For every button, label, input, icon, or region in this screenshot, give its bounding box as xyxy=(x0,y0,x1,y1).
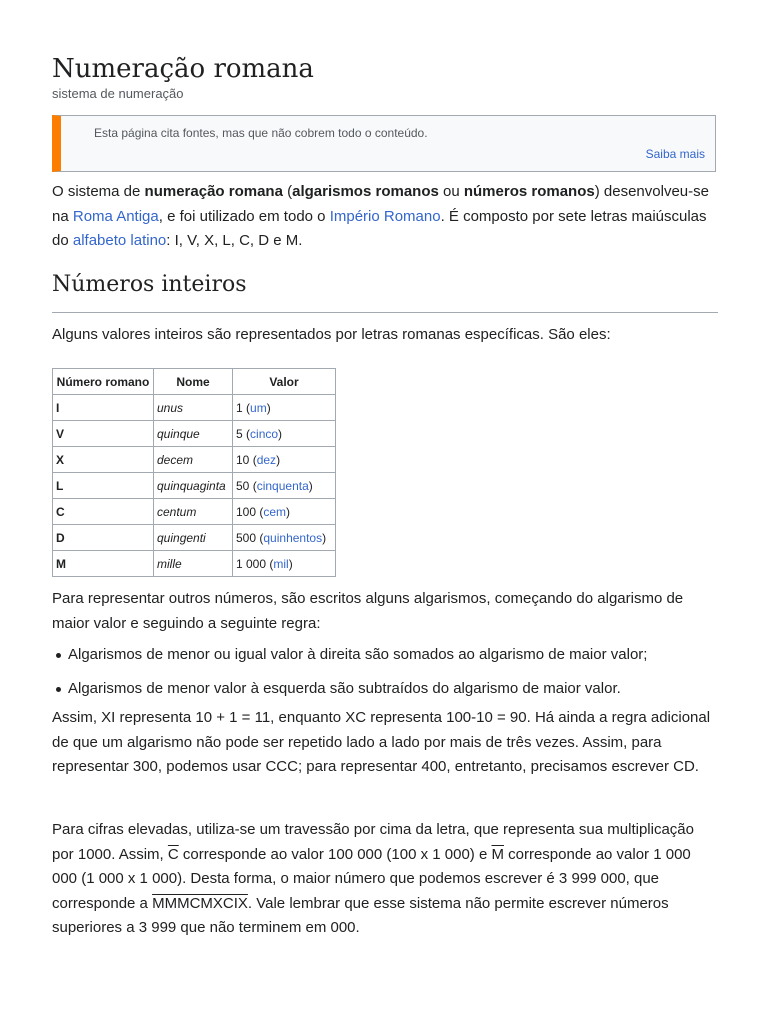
table-row xyxy=(53,395,336,421)
value-cell: 500 (quinhentos) xyxy=(233,525,336,551)
list-item: Algarismos de menor valor à esquerda são subtraídos do algarismo de maior valor. xyxy=(68,677,718,702)
intro-bold-term: números romanos xyxy=(463,183,595,200)
value-word-link[interactable]: dez xyxy=(256,452,277,467)
learn-more-link[interactable]: Saiba mais xyxy=(645,147,705,161)
heading-divider xyxy=(52,312,718,313)
name-cell: unus xyxy=(154,395,233,421)
intro-text: : I, V, X, L, C, D e M. xyxy=(166,232,303,249)
value-number: 50 xyxy=(236,478,250,493)
intro-text: O sistema de xyxy=(52,183,145,200)
name-cell: mille xyxy=(154,551,233,577)
table-row xyxy=(53,473,336,499)
roman-cell: L xyxy=(53,473,154,499)
value-cell: 50 (cinquenta) xyxy=(233,473,336,499)
cifras-text: corresponde ao valor 100 000 (100 x 1 000) e xyxy=(178,845,492,863)
page-title: Numeração romana xyxy=(52,54,314,84)
roman-numerals-table xyxy=(52,368,336,577)
section-lead: Alguns valores inteiros são representados por letras romanas específicas. São eles: xyxy=(52,326,611,343)
intro-text: ( xyxy=(282,183,293,200)
roman-cell: C xyxy=(53,499,154,525)
cifras-paragraph xyxy=(52,818,718,941)
value-number: 500 xyxy=(236,530,257,545)
table-body xyxy=(53,395,336,577)
table-row xyxy=(53,447,336,473)
value-cell: 10 (dez) xyxy=(233,447,336,473)
link-roma-antiga[interactable]: Roma Antiga xyxy=(72,207,159,225)
value-number: 5 xyxy=(236,426,243,441)
overlined-numeral: $\overline{M}$ xyxy=(491,845,504,863)
intro-text: , e foi utilizado em todo o xyxy=(158,207,330,225)
value-cell: 1 (um) xyxy=(233,395,336,421)
value-word-link[interactable]: cinco xyxy=(250,426,279,441)
value-cell: 5 (cinco) xyxy=(233,421,336,447)
column-header: Valor xyxy=(233,369,336,395)
table-row xyxy=(53,421,336,447)
page-subtitle: sistema de numeração xyxy=(52,86,184,101)
intro-paragraph xyxy=(52,180,718,254)
name-cell: decem xyxy=(154,447,233,473)
link-imperio-romano[interactable]: Império Romano xyxy=(329,207,441,225)
name-cell: centum xyxy=(154,499,233,525)
intro-text: . É composto por sete letras maiúsculas do xyxy=(52,207,707,249)
roman-cell: D xyxy=(53,525,154,551)
value-word-link[interactable]: cinquenta xyxy=(256,478,309,493)
value-word-link[interactable]: um xyxy=(250,400,267,415)
table-header-row xyxy=(53,369,336,395)
value-word-link[interactable]: cem xyxy=(263,504,287,519)
value-cell: 1 000 (mil) xyxy=(233,551,336,577)
assim-paragraph: Assim, XI representa 10 + 1 = 11, enquanto XC representa 100-10 = 90. Há ainda a regra adicional de que um algarismo não pode ser repetido lado a lado por mais de três vezes. Assim, para representar 300, podemos usar CCC; para representar 400, entretanto, precisamos escrever CD. xyxy=(52,709,711,775)
value-number: 10 xyxy=(236,452,250,467)
roman-cell: X xyxy=(53,447,154,473)
intro-text: ) desenvolveu-se na xyxy=(52,183,709,225)
intro-bold-term: algarismos romanos xyxy=(292,183,439,200)
value-number: 100 xyxy=(236,504,257,519)
table-row xyxy=(53,499,336,525)
value-number: 1 xyxy=(236,400,243,415)
rules-list xyxy=(52,643,718,701)
link-alfabeto-latino[interactable]: alfabeto latino xyxy=(72,232,167,249)
value-word-link[interactable]: quinhentos xyxy=(263,530,323,545)
cifras-text: corresponde ao valor 1 000 000 (1 000 x 1 000). Desta forma, o maior número que podemos escrever é 3 999 000, que corresponde a xyxy=(52,845,691,912)
intro-text: ou xyxy=(438,183,464,200)
table-row xyxy=(53,551,336,577)
overlined-numeral: $\overline{C}$ xyxy=(167,845,179,863)
roman-cell: I xyxy=(53,395,154,421)
cifras-text: Para cifras elevadas, utiliza-se um travessão por cima da letra, que representa sua multiplicação por 1000. Assim, xyxy=(52,821,694,863)
column-header: Número romano xyxy=(53,369,154,395)
section-heading: Números inteiros xyxy=(52,272,247,297)
name-cell: quinquaginta xyxy=(154,473,233,499)
cifras-text: . Vale lembrar que esse sistema não permite escrever números superiores a 3 999 que não terminem em 000. xyxy=(52,894,669,936)
list-item: Algarismos de menor ou igual valor à direita são somados ao algarismo de maior valor; xyxy=(68,643,718,668)
name-cell: quingenti xyxy=(154,525,233,551)
intro-bold-term: numeração romana xyxy=(144,183,283,200)
notice-text: Esta página cita fontes, mas que não cobrem todo o conteúdo. xyxy=(94,126,428,140)
citation-notice xyxy=(52,115,716,172)
roman-cell: V xyxy=(53,421,154,447)
table-row xyxy=(53,525,336,551)
overlined-numeral: MMMCMXCIX xyxy=(152,894,248,912)
name-cell: quinque xyxy=(154,421,233,447)
column-header: Nome xyxy=(154,369,233,395)
roman-cell: M xyxy=(53,551,154,577)
value-cell: 100 (cem) xyxy=(233,499,336,525)
rules-lead: Para representar outros números, são escritos alguns algarismos, começando do algarismo de maior valor e seguindo a seguinte regra: xyxy=(52,590,684,632)
value-word-link[interactable]: mil xyxy=(273,556,289,571)
value-number: 1 000 xyxy=(236,556,267,571)
